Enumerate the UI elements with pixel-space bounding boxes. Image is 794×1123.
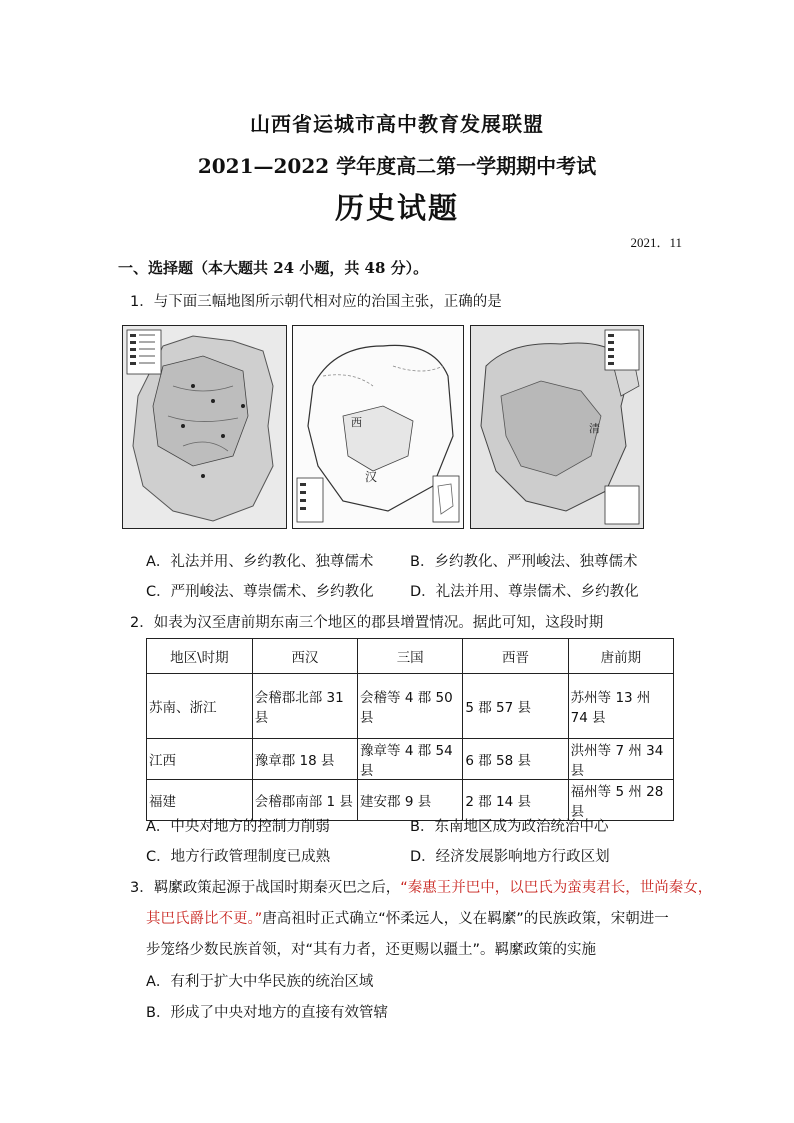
question-3-stem-a: 3．羁縻政策起源于战国时期秦灭巴之后， xyxy=(130,880,401,896)
q1-option-d[interactable]: D．礼法并用、尊崇儒术、乡约教化 xyxy=(410,584,639,600)
table-cell: 会稽郡南部 1 县 xyxy=(252,780,357,821)
map-2-label-xi: 西 xyxy=(351,416,362,429)
map-1-image xyxy=(122,325,287,529)
school-title: 山西省运城市高中教育发展联盟 xyxy=(250,112,544,136)
exam-title: 2021—2022 学年度高二第一学期期中考试 xyxy=(197,154,597,178)
table-header-row xyxy=(147,639,674,674)
table-cell: 洪州等 7 州 34 县 xyxy=(568,739,673,780)
table-header-cell: 三国 xyxy=(358,639,463,674)
q2-option-b[interactable]: B．东南地区成为政治统治中心 xyxy=(410,819,609,835)
question-3-stem-c: 唐高祖时正式确立“怀柔远人，义在羁縻”的民族政策，宋朝进一 xyxy=(262,911,669,927)
table-cell: 5 郡 57 县 xyxy=(463,674,568,739)
table-row xyxy=(147,674,674,739)
exam-date: 2021．11 xyxy=(630,235,682,250)
table-cell: 福州等 5 州 28 县 xyxy=(568,780,673,821)
q2-option-c[interactable]: C．地方行政管理制度已成熟 xyxy=(146,849,331,865)
table-cell: 江西 xyxy=(147,739,253,780)
table-cell: 2 郡 14 县 xyxy=(463,780,568,821)
table-header-cell: 西晋 xyxy=(463,639,568,674)
table-header-cell: 西汉 xyxy=(252,639,357,674)
table-header-cell: 地区\时期 xyxy=(147,639,253,674)
section-heading: 一、选择题（本大题共 24 小题，共 48 分）。 xyxy=(118,259,429,277)
table-row xyxy=(147,739,674,780)
q1-option-c[interactable]: C．严刑峻法、尊崇儒术、乡约教化 xyxy=(146,584,374,600)
question-3-quote: “秦惠王并巴中，以巴氏为蛮夷君长，世尚秦女， xyxy=(400,880,713,896)
q3-option-a[interactable]: A．有利于扩大中华民族的统治区域 xyxy=(146,974,374,990)
q2-option-d[interactable]: D．经济发展影响地方行政区划 xyxy=(410,849,610,865)
question-3-stem-line3: 步笼络少数民族首领，对“其有力者，还更赐以疆土”。羁縻政策的实施 xyxy=(146,942,597,958)
question-1-stem: 1．与下面三幅地图所示朝代相对应的治国主张，正确的是 xyxy=(130,294,502,310)
table-cell: 建安郡 9 县 xyxy=(358,780,463,821)
table-cell: 豫章等 4 郡 54 县 xyxy=(358,739,463,780)
question-3-quote-end: 其巴氏爵比不更。” xyxy=(146,911,263,927)
q1-option-a[interactable]: A．礼法并用、乡约教化、独尊儒术 xyxy=(146,554,374,570)
question-3-stem-line1 xyxy=(130,876,713,897)
table-header-cell: 唐前期 xyxy=(568,639,673,674)
map-2-image xyxy=(292,325,464,529)
map-3-image xyxy=(470,325,644,529)
table-cell: 福建 xyxy=(147,780,253,821)
map-3-label-qing: 清 xyxy=(589,422,600,435)
district-table xyxy=(146,638,674,821)
question-2-stem: 2．如表为汉至唐前期东南三个地区的郡县增置情况。据此可知，这段时期 xyxy=(130,615,604,631)
table-cell: 苏南、浙江 xyxy=(147,674,253,739)
map-2-label-han: 汉 xyxy=(365,470,378,484)
table-cell: 苏州等 13 州 74 县 xyxy=(568,674,673,739)
table-cell: 会稽郡北部 31 县 xyxy=(252,674,357,739)
table-cell: 6 郡 58 县 xyxy=(463,739,568,780)
q2-option-a[interactable]: A．中央对地方的控制力削弱 xyxy=(146,819,330,835)
table-cell: 豫章郡 18 县 xyxy=(252,739,357,780)
question-3-stem-line2 xyxy=(146,907,669,928)
q1-option-b[interactable]: B．乡约教化、严刑峻法、独尊儒术 xyxy=(410,554,638,570)
q3-option-b[interactable]: B．形成了中央对地方的直接有效管辖 xyxy=(146,1005,388,1021)
subject-title: 历史试题 xyxy=(334,191,459,225)
table-cell: 会稽等 4 郡 50 县 xyxy=(358,674,463,739)
